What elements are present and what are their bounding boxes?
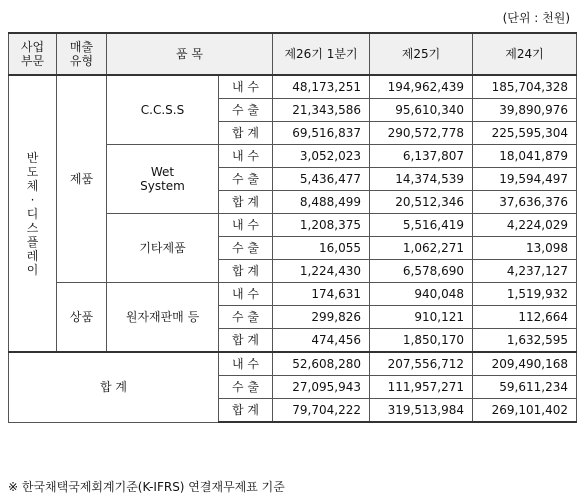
value-cell: 319,513,984 (370, 399, 473, 423)
header-sales-type: 매출 유형 (57, 33, 107, 75)
row-kind: 수 출 (219, 237, 273, 260)
value-cell: 20,512,346 (370, 191, 473, 214)
value-cell: 174,631 (273, 283, 370, 306)
value-cell: 209,490,168 (473, 352, 577, 376)
value-cell: 207,556,712 (370, 352, 473, 376)
segment-char: 이 (26, 262, 39, 277)
value-cell: 1,850,170 (370, 329, 473, 353)
row-kind: 합 계 (219, 191, 273, 214)
value-cell: 111,957,271 (370, 376, 473, 399)
row-kind: 수 출 (219, 168, 273, 191)
row-kind: 내 수 (219, 283, 273, 306)
value-cell: 16,055 (273, 237, 370, 260)
value-cell: 6,578,690 (370, 260, 473, 283)
row-kind: 수 출 (219, 306, 273, 329)
table-row (9, 75, 577, 99)
row-kind: 합 계 (219, 399, 273, 423)
footnote: ※ 한국채택국제회계기준(K-IFRS) 연결재무제표 기준 (8, 480, 285, 494)
segment-char: 반 (26, 150, 39, 165)
value-cell: 1,062,271 (370, 237, 473, 260)
total-row (9, 352, 577, 376)
value-cell: 21,343,586 (273, 99, 370, 122)
value-cell: 27,095,943 (273, 376, 370, 399)
row-kind: 수 출 (219, 376, 273, 399)
item-name: Wet System (107, 145, 219, 214)
row-kind: 내 수 (219, 352, 273, 376)
value-cell: 59,611,234 (473, 376, 577, 399)
value-cell: 194,962,439 (370, 75, 473, 99)
value-cell: 299,826 (273, 306, 370, 329)
row-kind: 합 계 (219, 122, 273, 145)
sales-type-goods: 상품 (57, 283, 107, 353)
header-period-1: 제26기 1분기 (273, 33, 370, 75)
row-kind: 수 출 (219, 99, 273, 122)
sales-table (8, 32, 577, 423)
value-cell: 37,636,376 (473, 191, 577, 214)
value-cell: 48,173,251 (273, 75, 370, 99)
row-kind: 합 계 (219, 260, 273, 283)
header-period-2: 제25기 (370, 33, 473, 75)
total-label: 합 계 (9, 352, 219, 422)
header-period-3: 제24기 (473, 33, 577, 75)
value-cell: 8,488,499 (273, 191, 370, 214)
value-cell: 290,572,778 (370, 122, 473, 145)
value-cell: 185,704,328 (473, 75, 577, 99)
value-cell: 910,121 (370, 306, 473, 329)
table-row (9, 283, 577, 306)
value-cell: 79,704,222 (273, 399, 370, 423)
value-cell: 1,632,595 (473, 329, 577, 353)
value-cell: 18,041,879 (473, 145, 577, 168)
segment-char: 도 (26, 164, 39, 179)
value-cell: 225,595,304 (473, 122, 577, 145)
value-cell: 112,664 (473, 306, 577, 329)
value-cell: 5,516,419 (370, 214, 473, 237)
header-business: 사업 부문 (9, 33, 57, 75)
value-cell: 6,137,807 (370, 145, 473, 168)
value-cell: 474,456 (273, 329, 370, 353)
value-cell: 4,237,127 (473, 260, 577, 283)
value-cell: 52,608,280 (273, 352, 370, 376)
row-kind: 내 수 (219, 145, 273, 168)
segment-char: 스 (26, 220, 39, 235)
row-kind: 내 수 (219, 214, 273, 237)
header-row (9, 33, 577, 75)
segment-char: · (30, 192, 35, 207)
value-cell: 1,519,932 (473, 283, 577, 306)
value-cell: 3,052,023 (273, 145, 370, 168)
value-cell: 5,436,477 (273, 168, 370, 191)
item-name: 기타제품 (107, 214, 219, 283)
row-kind: 내 수 (219, 75, 273, 99)
value-cell: 14,374,539 (370, 168, 473, 191)
value-cell: 39,890,976 (473, 99, 577, 122)
value-cell: 69,516,837 (273, 122, 370, 145)
value-cell: 95,610,340 (370, 99, 473, 122)
value-cell: 13,098 (473, 237, 577, 260)
value-cell: 4,224,029 (473, 214, 577, 237)
segment-char: 체 (26, 178, 39, 193)
segment-cell (9, 75, 57, 352)
segment-char: 디 (26, 206, 39, 221)
unit-label: (단위 : 천원) (502, 11, 570, 25)
segment-char: 플 (26, 234, 39, 249)
value-cell: 269,101,402 (473, 399, 577, 423)
value-cell: 1,224,430 (273, 260, 370, 283)
table-body (9, 75, 577, 422)
value-cell: 940,048 (370, 283, 473, 306)
value-cell: 1,208,375 (273, 214, 370, 237)
row-kind: 합 계 (219, 329, 273, 353)
sales-type-product: 제품 (57, 75, 107, 283)
header-item: 품 목 (107, 33, 273, 75)
value-cell: 19,594,497 (473, 168, 577, 191)
item-name: 원자재판매 등 (107, 283, 219, 353)
item-name: C.C.S.S (107, 75, 219, 145)
segment-char: 레 (26, 248, 39, 263)
